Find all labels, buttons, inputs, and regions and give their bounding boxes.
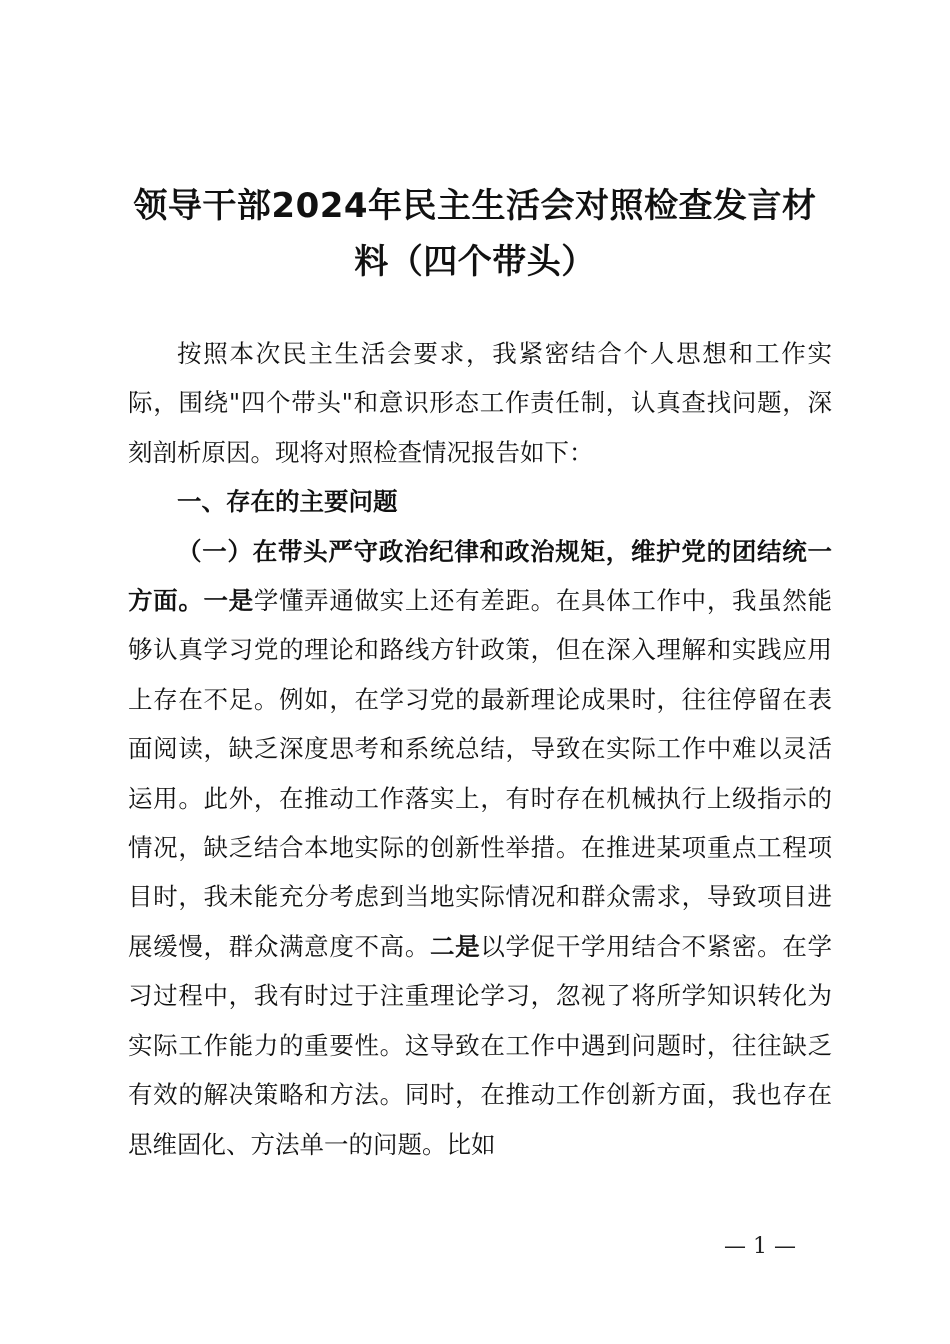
page-number: — 1 — [724,1234,796,1259]
document-title: 领导干部2024年民主生活会对照检查发言材料（四个带头） [133,186,817,282]
point-one-text: 学懂弄通做实上还有差距。在具体工作中，我虽然能够认真学习党的理论和路线方针政策，但在深入理解和实践应用上存在不足。例如，在学习党的最新理论成果时，往往停留在表面阅读，缺乏深度思考和系统总结，导致在实际工作中难以灵活运用。此外，在推动工作落实上，有时存在机械执行上级指示的情况，缺乏结合本地实际的创新性举措。在推进某项重点工程项目时，我未能充分考虑到当地实际情况和群众需求，导致项目进展缓慢，群众满意度不高。 [128,586,833,961]
problem-paragraph [128,527,832,1169]
point-one-label: 一是 [203,586,254,616]
point-two-text: 以学促干学用结合不紧密。在学习过程中，我有时过于注重理论学习，忽视了将所学知识转化为实际工作能力的重要性。这导致在工作中遇到问题时，往往缺乏有效的解决策略和方法。同时，在推动工作创新方面，我也存在思维固化、方法单一的问题。比如 [128,931,833,1159]
intro-paragraph: 按照本次民主生活会要求，我紧密结合个人思想和工作实际，围绕"四个带头"和意识形态工作责任制，认真查找问题，深刻剖析原因。现将对照检查情况报告如下： [128,339,832,467]
section-heading: 一、存在的主要问题 [177,487,398,517]
point-two-label: 二是 [430,931,481,961]
document-body [128,329,832,1169]
subsection-heading: （一）在带头严守政治纪律和政治规矩，维护党的团结统一方面。 [128,536,832,616]
